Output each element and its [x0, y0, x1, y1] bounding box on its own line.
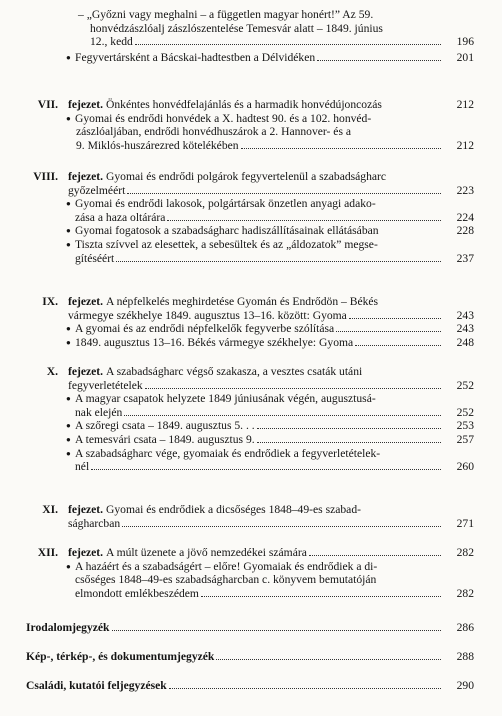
bullet-icon: ●	[66, 394, 71, 404]
entry-line: 9. Miklós-huszárezred kötelékében	[76, 139, 444, 153]
chapter-title-cont: fegyverletételek	[68, 379, 444, 393]
page-number: 290	[456, 679, 474, 692]
chapter-x	[0, 365, 502, 474]
entry-line: Gyomai fogatosok a szabadságharc hadiszállításainak ellátásában	[75, 224, 379, 238]
entry-line: A szőregi csata – 1849. augusztus 5. . .	[75, 419, 444, 433]
entry-line: zása a haza oltárára	[75, 211, 444, 225]
chapter-xi	[0, 503, 502, 530]
backmatter-title: Családi, kutatói feljegyzések	[26, 679, 444, 693]
continuation-entry	[0, 8, 502, 49]
page-number: 271	[456, 516, 474, 530]
bullet-icon: ●	[66, 324, 71, 334]
backmatter-title: Kép-, térkép-, és dokumentumjegyzék	[26, 650, 444, 664]
bullet-icon: ●	[66, 53, 71, 62]
bullet-icon: ●	[66, 337, 71, 347]
chapter-roman: XII.	[37, 546, 58, 559]
entry-line: 1849. augusztus 13–16. Békés vármegye székhelye: Gyoma	[75, 336, 444, 350]
page-number: 286	[456, 621, 474, 634]
page-number: 237	[456, 251, 474, 265]
page-number: 212	[456, 98, 474, 111]
entry-line: zászlóaljában, endrődi honvédhuszárok a 2. Hannover- és a	[76, 125, 352, 139]
chapter-title: fejezet. A szabadságharc végső szakasza, a vesztes csaták utáni	[68, 365, 363, 378]
page-number: 288	[456, 650, 474, 663]
entry-line: Gyomai és endrődi honvédek a X. hadtest 90. és a 102. honvéd-	[75, 111, 372, 125]
chapter-roman: XI.	[42, 503, 58, 516]
backmatter-title: Irodalomjegyzék	[26, 621, 444, 635]
entry-line: A hazáért és a szabadságért – előre! Gyomaiak és endrődiek a di-	[75, 559, 378, 573]
entry-line: nak elején	[75, 406, 444, 420]
page-number: 257	[456, 432, 474, 446]
entry-line: honvédzászlóalj zászlószentelése Temesvár alatt – 1849. június	[90, 21, 383, 35]
entry-line: Tiszta szívvel az elesettek, a sebesültek és az „áldozatok” megse-	[75, 237, 378, 251]
page-number: 253	[456, 419, 474, 433]
entry-line: A temesvári csata – 1849. augusztus 9.	[75, 433, 444, 447]
bullet-icon: ●	[66, 199, 71, 209]
bullet-icon: ●	[66, 239, 71, 249]
entry-line: 12., kedd	[90, 35, 444, 49]
bullet-icon: ●	[66, 561, 71, 571]
chapter-title: fejezet. Önkéntes honvédfelajánlás és a harmadik honvédújoncozás	[68, 98, 382, 111]
page-number: 252	[456, 405, 474, 419]
page-number: 243	[456, 322, 474, 336]
entry-line: A gyomai és az endrődi népfelkelők fegyverbe szólítása	[75, 322, 444, 336]
entry-line: csőséges 1848–49-es szabadságharcban c. könyvem bemutatóján	[75, 573, 377, 587]
entry-line: elmondott emlékbeszédem	[75, 587, 444, 601]
page-number: 243	[456, 308, 474, 322]
backmatter-entry	[0, 650, 502, 664]
entry-line: Gyomai és endrődi lakosok, polgártársak önzetlen anyagi adako-	[75, 197, 376, 211]
entry-line: gítéséért	[75, 252, 444, 266]
page-number: 282	[456, 586, 474, 600]
entry-line: – „Győzni vagy meghalni – a független magyar honért!” Az 59.	[78, 8, 374, 21]
page-number: 223	[456, 183, 474, 197]
bullet-icon: ●	[66, 421, 71, 431]
chapter-title-cont: győzelméért	[68, 184, 444, 198]
chapter-xii	[0, 546, 502, 600]
entry-line: nél	[75, 460, 444, 474]
entry-line: A szabadságharc vége, gyomaiak és endrődiek a fegyverletételek-	[75, 446, 381, 460]
chapter-roman: VIII.	[33, 170, 58, 183]
continuation-entry	[0, 51, 502, 65]
page-number: 248	[456, 335, 474, 349]
bullet-icon: ●	[66, 448, 71, 458]
chapter-roman: VII.	[37, 98, 58, 111]
page-number: 201	[456, 51, 474, 64]
chapter-roman: IX.	[42, 295, 58, 308]
page-number: 196	[456, 35, 474, 49]
page-number: 224	[456, 210, 474, 224]
chapter-title-cont: vármegye székhelye 1849. augusztus 13–16. között: Gyoma	[68, 309, 444, 323]
bullet-icon: ●	[66, 113, 71, 123]
page-number: 228	[456, 224, 474, 238]
chapter-viii	[0, 170, 502, 265]
backmatter-entry	[0, 621, 502, 635]
chapter-title: fejezet. A múlt üzenete a jövő nemzedékei számára	[68, 546, 444, 560]
page-number: 212	[456, 138, 474, 152]
bullet-icon: ●	[66, 226, 71, 236]
chapter-title: fejezet. A népfelkelés meghirdetése Gyomán és Endrődön – Békés	[68, 295, 379, 308]
page-number: 260	[456, 460, 474, 474]
chapter-vii	[0, 98, 502, 152]
chapter-roman: X.	[46, 365, 58, 378]
chapter-title: fejezet. Gyomai és endrődi polgárok fegyvertelenül a szabadságharc	[68, 170, 387, 183]
chapter-title-cont: ságharcban	[68, 517, 444, 531]
backmatter-entry	[0, 679, 502, 693]
chapter-ix	[0, 295, 502, 349]
page-number: 252	[456, 378, 474, 392]
entry-line: A magyar csapatok helyzete 1849 júniusának végén, augusztusá-	[75, 392, 376, 406]
bullet-icon: ●	[66, 434, 71, 444]
page-number: 282	[456, 546, 474, 559]
chapter-title: fejezet. Gyomai és endrődiek a dicsőséges 1848–49-es szabad-	[68, 503, 361, 516]
entry-line: Fegyvertársként a Bácskai-hadtestben a Délvidéken	[75, 51, 444, 65]
